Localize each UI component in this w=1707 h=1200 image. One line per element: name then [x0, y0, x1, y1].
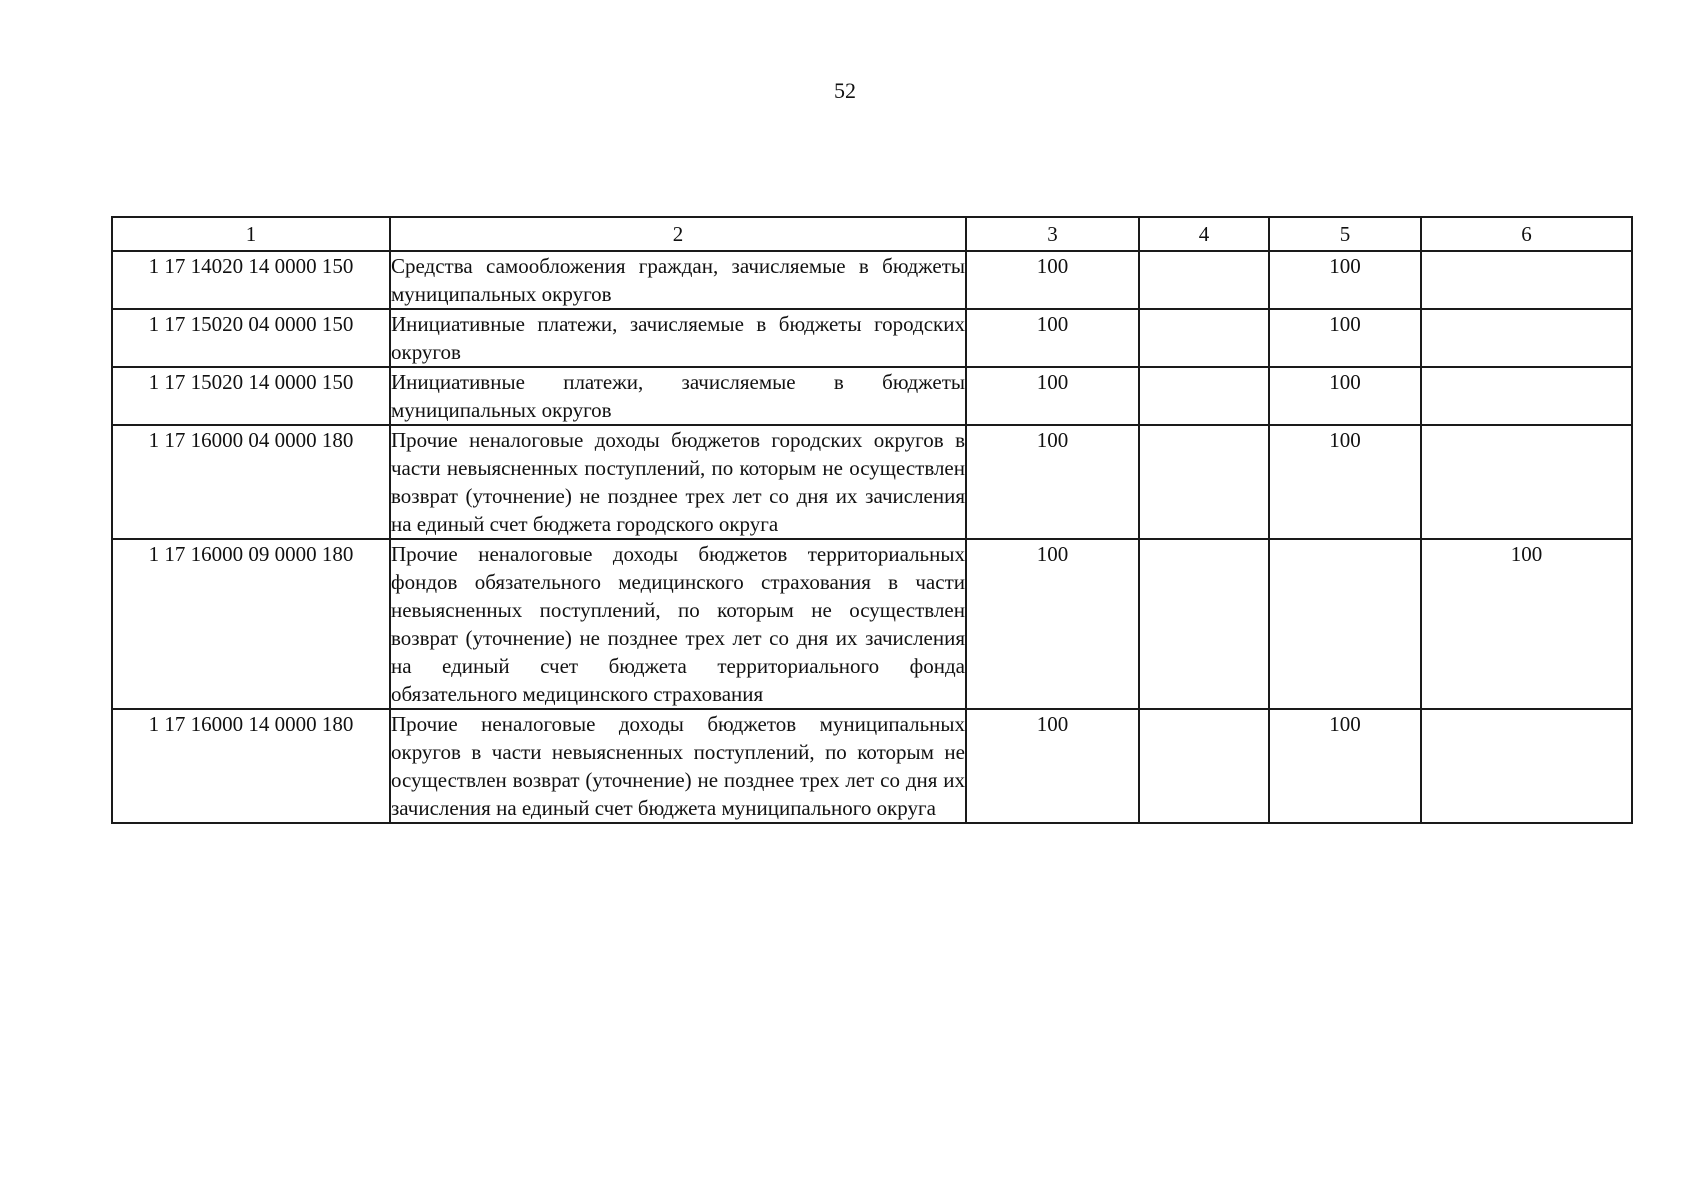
- col3-value-cell: 100: [966, 709, 1139, 823]
- col4-value-cell: [1139, 251, 1269, 309]
- header-col-6: 6: [1421, 217, 1632, 251]
- page-number: 52: [834, 78, 856, 103]
- table-row: [112, 251, 1632, 309]
- col5-value-cell: 100: [1269, 425, 1421, 539]
- header-col-5: 5: [1269, 217, 1421, 251]
- col3-value-cell: 100: [966, 539, 1139, 709]
- table-row: [112, 309, 1632, 367]
- col5-value-cell: [1269, 539, 1421, 709]
- budget-code-cell: 1 17 16000 09 0000 180: [112, 539, 390, 709]
- revenue-table: [111, 216, 1633, 824]
- col3-value-cell: 100: [966, 251, 1139, 309]
- budget-code-cell: 1 17 15020 14 0000 150: [112, 367, 390, 425]
- col6-value-cell: 100: [1421, 539, 1632, 709]
- col5-value-cell: 100: [1269, 709, 1421, 823]
- description-cell: Прочие неналоговые доходы бюджетов территориальных фондов обязательного медицинского страхования в части невыясненных поступлений, по которым не осуществлен возврат (уточнение) не позднее трех лет со дня их зачисления на единый счет бюджета территориального фонда обязательного медицинского страхования: [390, 539, 966, 709]
- col4-value-cell: [1139, 539, 1269, 709]
- col3-value-cell: 100: [966, 367, 1139, 425]
- col4-value-cell: [1139, 367, 1269, 425]
- budget-code-cell: 1 17 16000 14 0000 180: [112, 709, 390, 823]
- col6-value-cell: [1421, 367, 1632, 425]
- table-row: [112, 367, 1632, 425]
- header-col-3: 3: [966, 217, 1139, 251]
- col6-value-cell: [1421, 709, 1632, 823]
- table-row: [112, 539, 1632, 709]
- col3-value-cell: 100: [966, 425, 1139, 539]
- col5-value-cell: 100: [1269, 367, 1421, 425]
- budget-code-cell: 1 17 15020 04 0000 150: [112, 309, 390, 367]
- description-cell: Средства самообложения граждан, зачисляемые в бюджеты муниципальных округов: [390, 251, 966, 309]
- table-header-row: [112, 217, 1632, 251]
- table-row: [112, 425, 1632, 539]
- col6-value-cell: [1421, 425, 1632, 539]
- budget-code-cell: 1 17 14020 14 0000 150: [112, 251, 390, 309]
- header-col-1: 1: [112, 217, 390, 251]
- description-cell: Прочие неналоговые доходы бюджетов муниципальных округов в части невыясненных поступлений, по которым не осуществлен возврат (уточнение) не позднее трех лет со дня их зачисления на единый счет бюджета муниципального округа: [390, 709, 966, 823]
- header-col-4: 4: [1139, 217, 1269, 251]
- description-cell: Инициативные платежи, зачисляемые в бюджеты городских округов: [390, 309, 966, 367]
- col3-value-cell: 100: [966, 309, 1139, 367]
- description-cell: Прочие неналоговые доходы бюджетов городских округов в части невыясненных поступлений, по которым не осуществлен возврат (уточнение) не позднее трех лет со дня их зачисления на единый счет бюджета городского округа: [390, 425, 966, 539]
- header-col-2: 2: [390, 217, 966, 251]
- description-cell: Инициативные платежи, зачисляемые в бюджеты муниципальных округов: [390, 367, 966, 425]
- col4-value-cell: [1139, 425, 1269, 539]
- col5-value-cell: 100: [1269, 251, 1421, 309]
- col5-value-cell: 100: [1269, 309, 1421, 367]
- col4-value-cell: [1139, 709, 1269, 823]
- budget-code-cell: 1 17 16000 04 0000 180: [112, 425, 390, 539]
- col4-value-cell: [1139, 309, 1269, 367]
- col6-value-cell: [1421, 251, 1632, 309]
- col6-value-cell: [1421, 309, 1632, 367]
- table-row: [112, 709, 1632, 823]
